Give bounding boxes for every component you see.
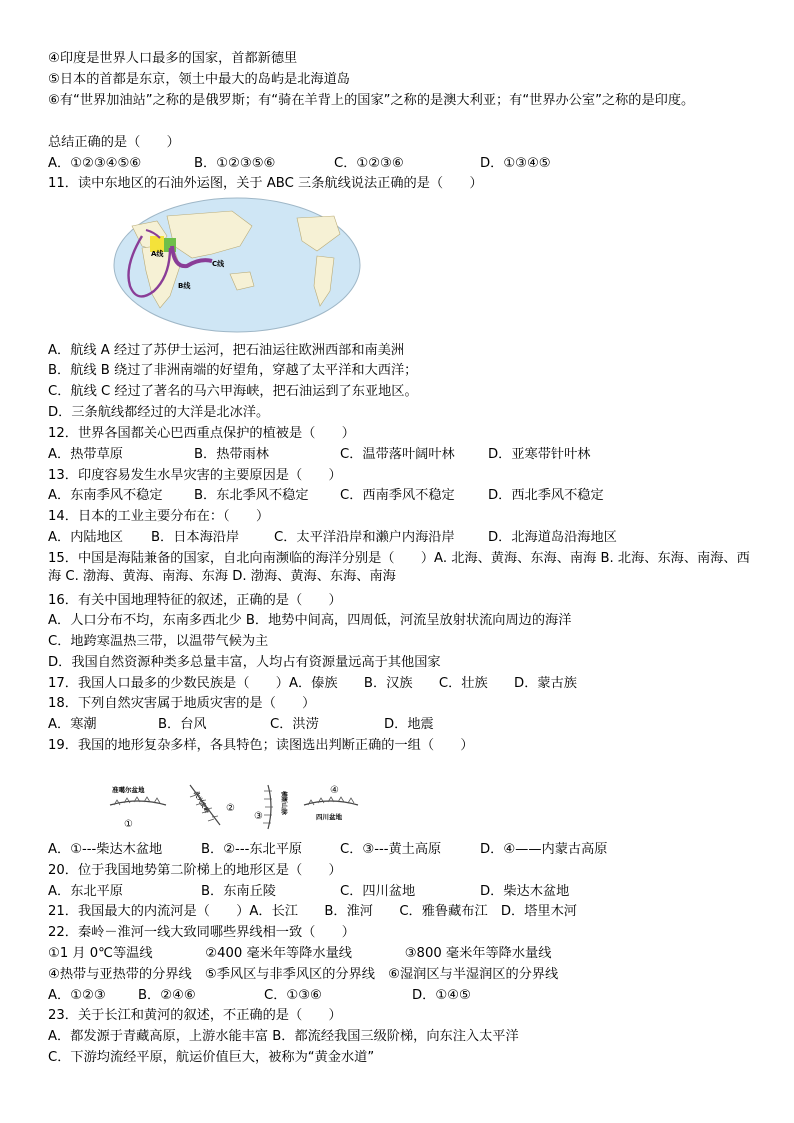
option-d: D．①④⑤ xyxy=(412,988,471,1003)
option-b: B．东北季风不稳定 xyxy=(194,488,309,503)
option-c: C．①③⑥ xyxy=(264,988,322,1003)
option-a: A．热带草原 xyxy=(48,447,123,462)
question-10-prompt: 总结正确的是（ ） xyxy=(48,135,180,150)
terrain-2-number: ② xyxy=(226,803,235,814)
question-23-option-ab: A．都发源于青藏高原，上游水能丰富 B．都流经我国三级阶梯，向东注入太平洋 xyxy=(48,1029,519,1044)
route-b-label: B线 xyxy=(178,282,191,290)
question-19: 19．我国的地形复杂多样，各具特色；读图选出判断正确的一组（ ） xyxy=(48,738,474,753)
question-16-option-d: D．我国自然资源种类多总量丰富，人均占有资源量远高于其他国家 xyxy=(48,655,441,670)
terrain-4-number: ④ xyxy=(330,785,339,796)
statement-6: ⑥有“世界加油站”之称的是俄罗斯；有“骑在羊背上的国家”之称的是澳大利亚；有“世界办公室”之称的是印度。 xyxy=(48,93,695,108)
question-12-options xyxy=(48,446,768,464)
question-21: 21．我国最大的内流河是（ ）A．长江 B．淮河 C．雅鲁藏布江 D．塔里木河 xyxy=(48,904,577,919)
option-c: C．③---黄土高原 xyxy=(340,842,442,857)
question-19-options xyxy=(48,841,768,859)
question-11-option-b: B．航线 B 绕过了非洲南端的好望角，穿越了太平洋和大西洋； xyxy=(48,363,418,378)
option-a: A．寒潮 xyxy=(48,717,97,732)
question-11-option-d: D．三条航线都经过的大洋是北冰洋。 xyxy=(48,405,270,420)
terrain-3-ridges xyxy=(263,791,273,823)
option-c: C．①②③⑥ xyxy=(334,156,404,171)
question-14-options xyxy=(48,529,768,547)
option-c: C．温带落叶阔叶林 xyxy=(340,447,455,462)
terrain-2-shape xyxy=(190,785,220,825)
option-d: D．北海道岛沿海地区 xyxy=(488,530,617,545)
option-d: D．④——内蒙古高原 xyxy=(480,842,608,857)
question-18-options xyxy=(48,716,768,734)
question-15: 15．中国是海陆兼备的国家，自北向南濒临的海洋分别是（ ）A. 北海、黄海、东海、南海 B. 北海、东海、南海、西海 C. 渤海、黄海、南海、东海 D. 渤海、黄海、东海、南海 xyxy=(48,551,750,584)
option-b: B．热带雨林 xyxy=(194,447,269,462)
question-22-row-2: ④热带与亚热带的分界线 ⑤季风区与非季风区的分界线 ⑥湿润区与半湿润区的分界线 xyxy=(48,967,559,982)
terrain-1-number: ① xyxy=(124,819,133,830)
question-17: 17．我国人口最多的少数民族是（ ）A．傣族 B．汉族 C．壮族 D．蒙古族 xyxy=(48,676,577,691)
question-18: 18．下列自然灾害属于地质灾害的是（ ） xyxy=(48,696,316,711)
terrain-3-number: ③ xyxy=(254,811,263,822)
option-a: A．东北平原 xyxy=(48,884,123,899)
question-16-option-ab: A．人口分布不均，东南多西北少 B．地势中间高，四周低，河流呈放射状流向周边的海洋 xyxy=(48,613,572,628)
option-d: D．西北季风不稳定 xyxy=(488,488,604,503)
oil-route-map xyxy=(112,196,362,334)
question-20: 20．位于我国地势第二阶梯上的地形区是（ ） xyxy=(48,863,342,878)
question-14: 14．日本的工业主要分布在：（ ） xyxy=(48,509,270,524)
question-16-option-c: C．地跨寒温热三带，以温带气候为主 xyxy=(48,634,269,649)
option-c: C．四川盆地 xyxy=(340,884,416,899)
question-11-option-a: A．航线 A 经过了苏伊士运河，把石油运往欧洲西部和南美洲 xyxy=(48,343,405,358)
question-11-option-c: C．航线 C 经过了著名的马六甲海峡，把石油运到了东亚地区。 xyxy=(48,384,418,399)
option-d: D．柴达木盆地 xyxy=(480,884,570,899)
question-16: 16．有关中国地理特征的叙述，正确的是（ ） xyxy=(48,593,342,608)
question-13: 13．印度容易发生水旱灾害的主要原因是（ ） xyxy=(48,468,342,483)
option-c: C．西南季风不稳定 xyxy=(340,488,455,503)
option-a: A．①---柴达木盆地 xyxy=(48,842,163,857)
route-a-label: A线 xyxy=(151,250,164,258)
option-d: D．①③④⑤ xyxy=(480,156,551,171)
terrain-diagram xyxy=(108,783,368,833)
question-11: 11．读中东地区的石油外运图，关于 ABC 三条航线说法正确的是（ ） xyxy=(48,176,483,191)
statement-5: ⑤日本的首都是东京，领土中最大的岛屿是北海道岛 xyxy=(48,72,350,87)
option-b: B．②④⑥ xyxy=(138,988,196,1003)
question-22-row-1: ①1 月 0℃等温线 ②400 毫米年等降水量线 ③800 毫米年等降水量线 xyxy=(48,946,552,961)
option-b: B．东南丘陵 xyxy=(201,884,276,899)
terrain-3-label: 横断山脉 xyxy=(280,791,287,816)
terrain-4-label: 四川盆地 xyxy=(316,813,342,821)
question-22-options xyxy=(48,987,768,1005)
terrain-1-label: 准噶尔盆地 xyxy=(112,786,145,794)
option-b: B．①②③⑤⑥ xyxy=(194,156,276,171)
option-b: B．②---东北平原 xyxy=(201,842,303,857)
question-13-options xyxy=(48,487,768,505)
question-22: 22．秦岭－淮河一线大致同哪些界线相一致（ ） xyxy=(48,925,355,940)
option-d: D．亚寒带针叶林 xyxy=(488,447,591,462)
option-b: B．日本海沿岸 xyxy=(151,530,240,545)
question-20-options xyxy=(48,883,768,901)
route-c-label: C线 xyxy=(212,260,225,268)
question-12: 12．世界各国都关心巴西重点保护的植被是（ ） xyxy=(48,426,355,441)
option-c: C．太平洋沿岸和濑户内海沿岸 xyxy=(274,530,455,545)
option-a: A．东南季风不稳定 xyxy=(48,488,163,503)
option-c: C．洪涝 xyxy=(270,717,319,732)
question-23-option-c: C．下游均流经平原，航运价值巨大，被称为“黄金水道” xyxy=(48,1050,375,1065)
option-d: D．地震 xyxy=(384,717,434,732)
question-23: 23．关于长江和黄河的叙述，不正确的是（ ） xyxy=(48,1008,342,1023)
option-a: A．①②③ xyxy=(48,988,106,1003)
option-a: A．内陆地区 xyxy=(48,530,123,545)
statement-4: ④印度是世界人口最多的国家，首都新德里 xyxy=(48,51,298,66)
terrain-2-label: 大兴安岭 xyxy=(192,790,211,815)
question-10-options xyxy=(48,155,768,173)
option-b: B．台风 xyxy=(158,717,207,732)
option-a: A．①②③④⑤⑥ xyxy=(48,156,142,171)
